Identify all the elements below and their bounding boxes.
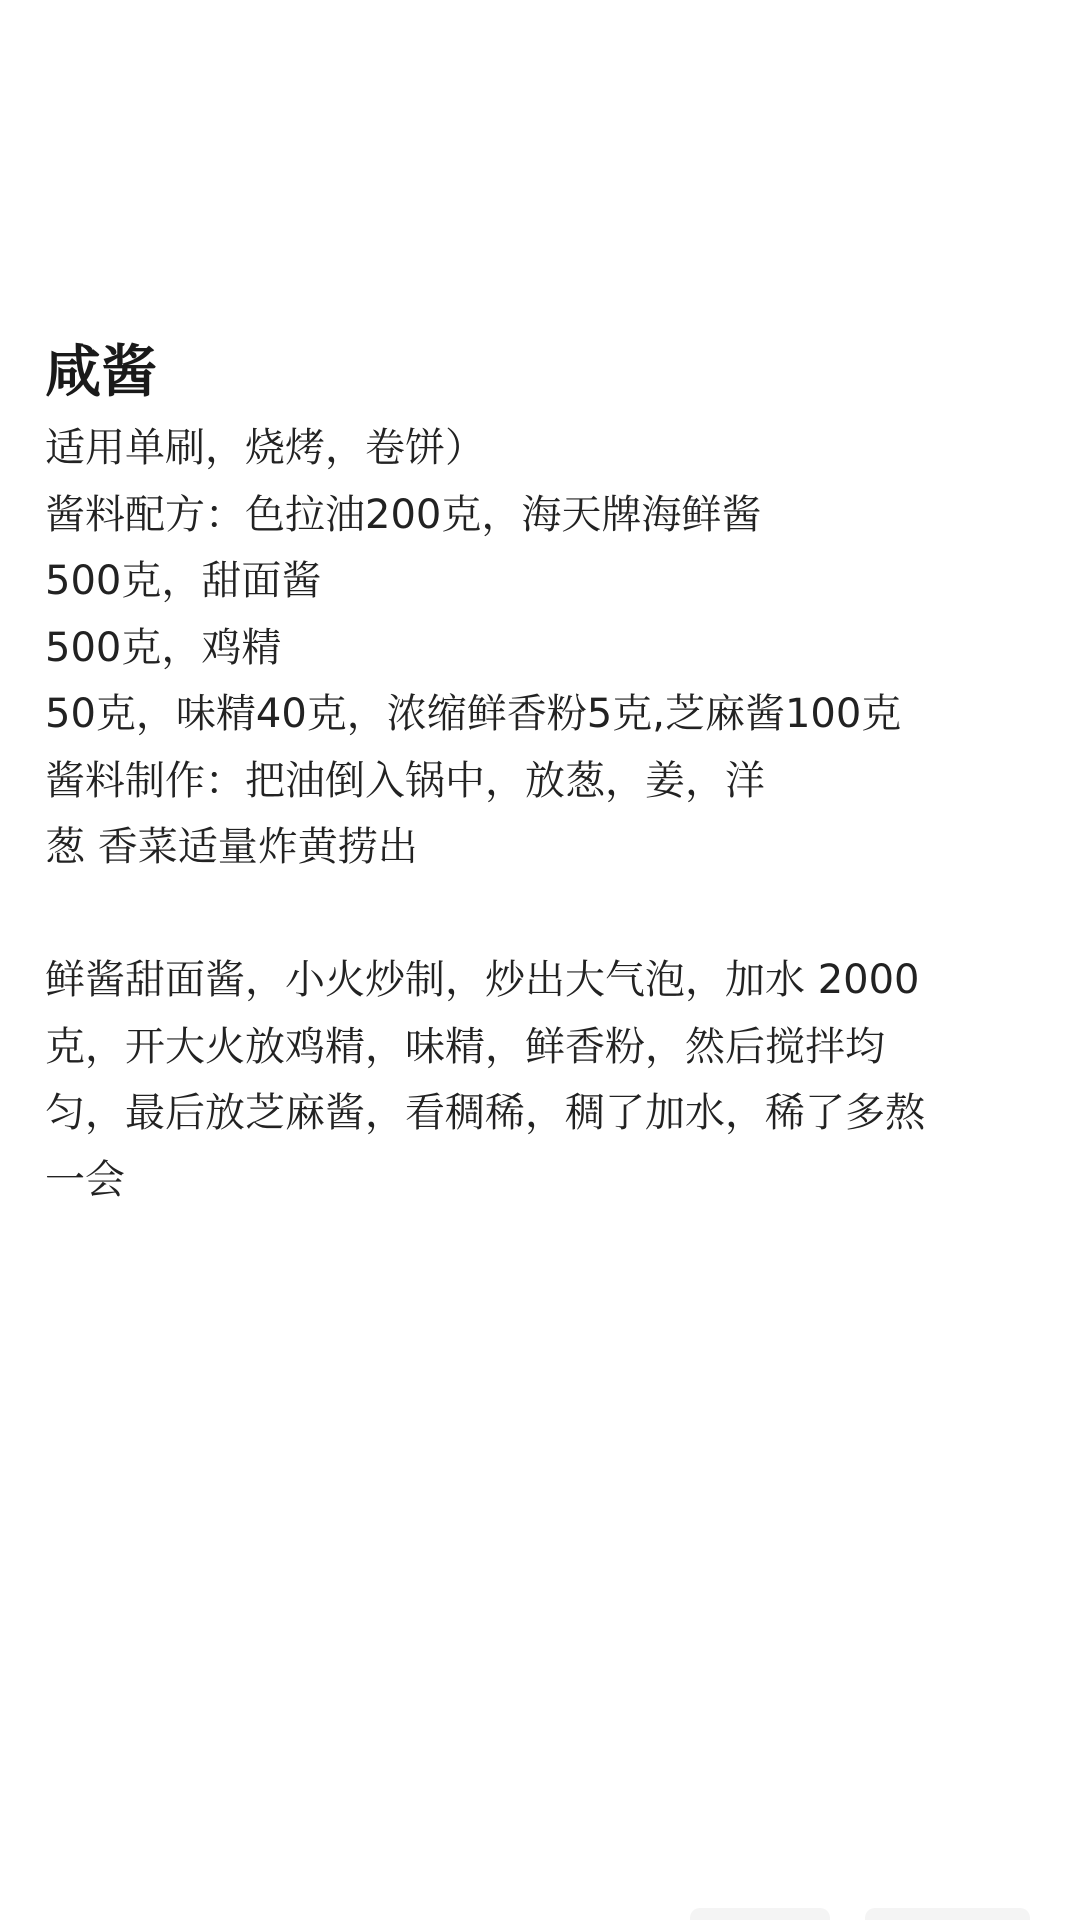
bottom-toolbar-edge: [0, 1900, 1080, 1920]
note-line-recipe-4: 50克，味精40克，浓缩鲜香粉5克,芝麻酱100克: [45, 691, 902, 737]
toolbar-button-left[interactable]: [690, 1908, 830, 1920]
toolbar-button-right[interactable]: [865, 1908, 1030, 1920]
note-line-recipe: 酱料配方：色拉油200克，海天牌海鲜酱: [45, 491, 762, 538]
note-line-method: 酱料制作：把油倒入锅中，放葱，姜，洋: [45, 757, 765, 804]
note-line-method-2: 葱 香菜适量炸黄捞出: [45, 824, 418, 870]
note-line-process: 鲜酱甜面酱，小火炒制，炒出大气泡，加水 2000: [45, 957, 920, 1003]
blank-line: [45, 881, 1045, 948]
note-line-process-3: 匀，最后放芝麻酱，看稠稀，稠了加水，稀了多熬: [45, 1090, 925, 1136]
note-line-usage: 适用单刷，烧烤，卷饼）: [45, 425, 485, 471]
note-line-recipe-2: 500克，甜面酱: [45, 558, 322, 604]
note-line-recipe-3: 500克，鸡精: [45, 624, 282, 671]
note-content: [45, 333, 1045, 1213]
note-line-process-4: 一会: [45, 1156, 125, 1203]
note-title: 咸酱: [45, 340, 157, 405]
note-line-process-2: 克，开大火放鸡精，味精，鲜香粉，然后搅拌均: [45, 1023, 885, 1070]
